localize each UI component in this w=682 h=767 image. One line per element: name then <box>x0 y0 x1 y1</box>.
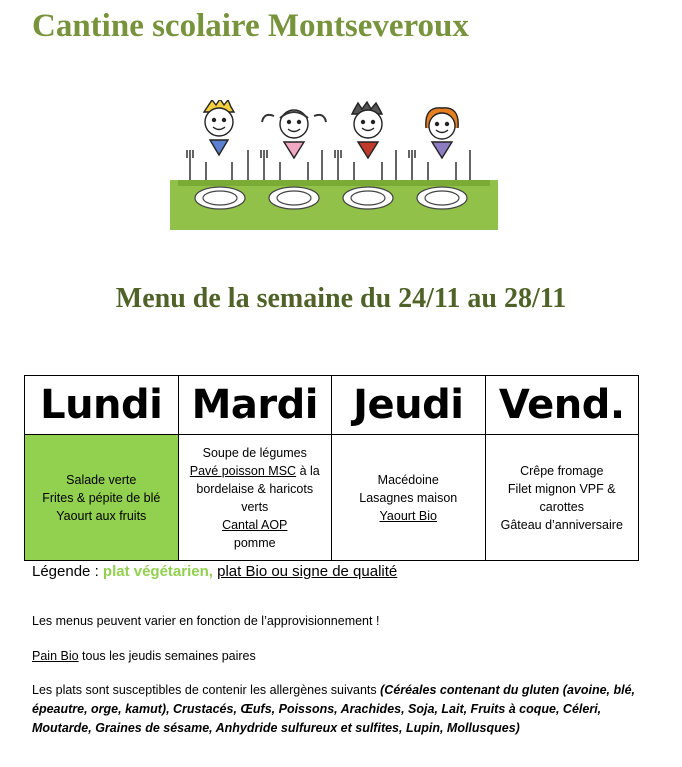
day-header-vendredi: Vend. <box>485 376 639 435</box>
dish-quality: Pavé poisson MSC <box>189 463 297 478</box>
bread-rest: tous les jeudis semaines paires <box>78 649 256 663</box>
allergens-intro: Les plats sont susceptibles de contenir les allergènes suivants <box>32 683 381 697</box>
day-header-lundi: Lundi <box>25 376 179 435</box>
dish-quality: Yaourt Bio <box>379 508 437 523</box>
allergens-list: (Céréales contenant du gluten (avoine, blé, épeautre, orge, kamut), Crustacés, Œufs, Poissons, Arachides, Soja, Lait, Fruits à coque, Céleri, Moutarde, Graines de sésame, Anhydride sulfureux et sulfites, Lupin, Mollusques) <box>32 683 636 735</box>
page-title: Cantine scolaire Montseveroux <box>32 8 469 44</box>
bread-note <box>32 647 256 666</box>
menu-cell-lundi <box>25 435 179 561</box>
children-at-dinner-table-icon <box>170 100 498 230</box>
dish: pomme <box>233 535 276 550</box>
dish: Yaourt aux fruits <box>56 508 147 523</box>
dish: à la bordelaise & haricots verts <box>196 463 320 514</box>
legend-prefix: Légende : <box>32 563 103 580</box>
weekly-menu-table <box>24 375 639 561</box>
dish: Soupe de légumes <box>202 445 307 460</box>
dish: Macédoine <box>377 472 439 487</box>
day-header-mardi: Mardi <box>178 376 332 435</box>
dish: Gâteau d’anniversaire <box>500 517 623 532</box>
dish: Lasagnes maison <box>359 490 458 505</box>
menu-cell-jeudi <box>332 435 486 561</box>
dish-quality: Cantal AOP <box>222 517 288 532</box>
supply-note: Les menus peuvent varier en fonction de l’approvisionnement ! <box>32 614 380 628</box>
dish: Crêpe fromage <box>520 463 604 478</box>
dish: Filet mignon VPF & carottes <box>507 481 616 514</box>
menu-cell-mardi <box>178 435 332 561</box>
dish: Frites & pépite de blé <box>42 490 161 505</box>
days-header-row <box>25 376 639 435</box>
legend <box>32 563 397 580</box>
bread-label: Pain Bio <box>32 649 79 663</box>
dish: Salade verte <box>66 472 137 487</box>
menu-week-title: Menu de la semaine du 24/11 au 28/11 <box>115 283 567 314</box>
allergens-note <box>32 681 647 738</box>
legend-vegetarian: plat végétarien, <box>102 563 213 580</box>
legend-quality: plat Bio ou signe de qualité <box>217 563 398 580</box>
menu-cell-vendredi <box>485 435 639 561</box>
dishes-row <box>25 435 639 561</box>
day-header-jeudi: Jeudi <box>332 376 486 435</box>
